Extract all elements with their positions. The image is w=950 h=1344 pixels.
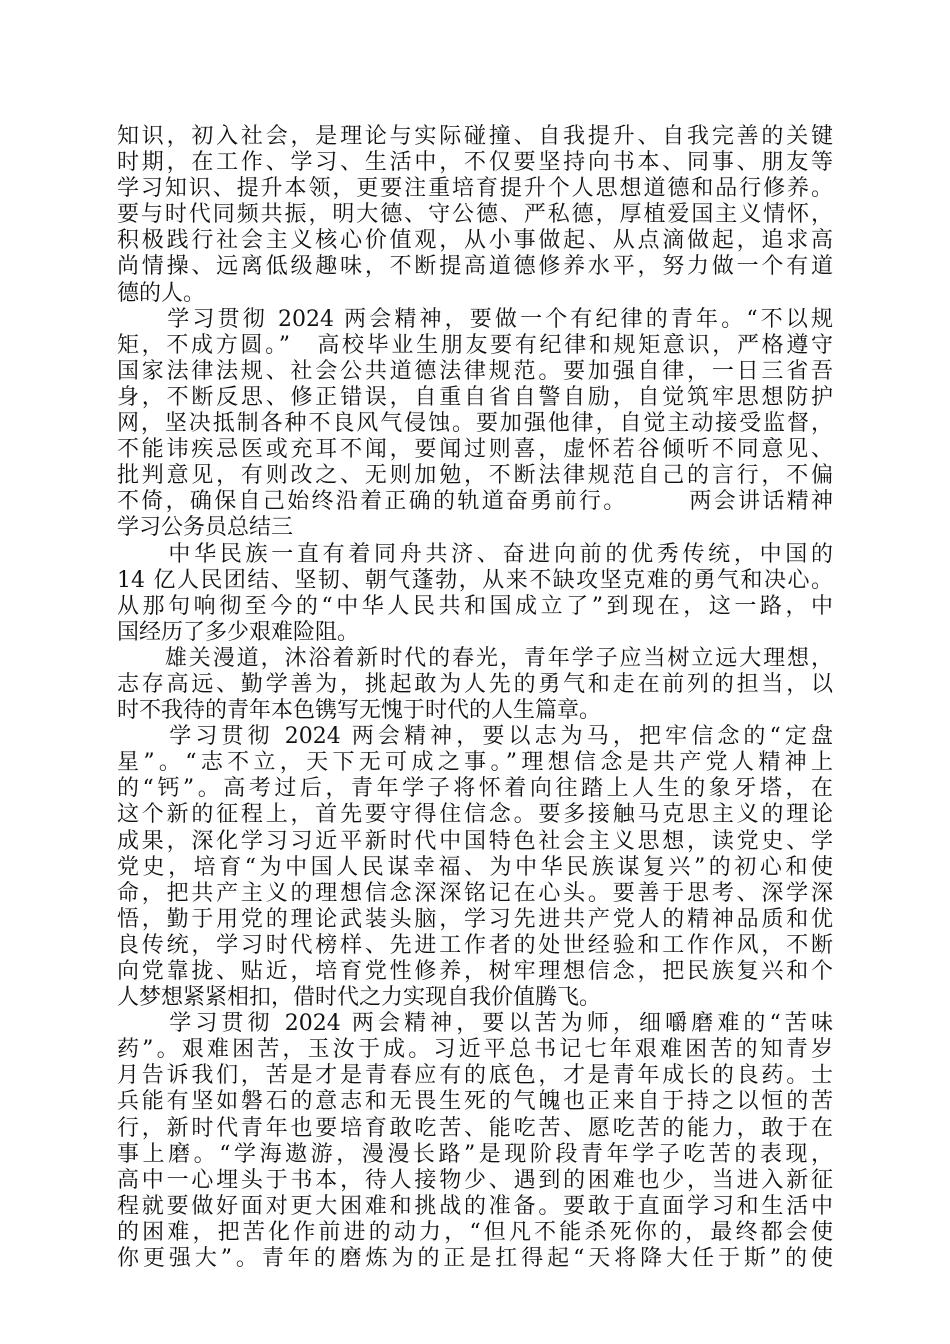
text-line: 网，坚决抵制各种不良风气侵蚀。要加强他律，自觉主动接受监督， [117,411,833,437]
text-line: 党史，培育“为中国人民谋幸福、为中华民族谋复兴”的初心和使 [117,854,833,880]
text-line: 德的人。 [117,280,206,306]
text-line: 悟，勤于用党的理论武装头脑，学习先进共产党人的精神品质和优 [117,906,833,932]
text-line: 药”。艰难困苦，玉汝于成。习近平总书记七年艰难困苦的知青岁 [117,1037,833,1063]
text-line: 良传统，学习时代榜样、先进工作者的处世经验和工作作风，不断 [117,932,833,958]
text-line: 的“钙”。高考过后，青年学子将怀着向往踏上人生的象牙塔，在 [117,776,833,802]
text-line: 事上磨。“学海遨游，漫漫长路”是现阶段青年学子吃苦的表现， [117,1141,833,1167]
text-line: 星”。“志不立，天下无可成之事。”理想信念是共产党人精神上 [117,750,833,776]
text-line: 中华民族一直有着同舟共济、奋进向前的优秀传统，中国的 [117,541,833,567]
text-line: 学习公务员总结三 [117,515,294,541]
text-line: 国经历了多少艰难险阻。 [117,619,360,645]
text-line: 积极践行社会主义核心价值观，从小事做起、从点滴做起，追求高 [117,228,833,254]
text-line: 程就要做好面对更大困难和挑战的准备。要敢于直面学习和生活中 [117,1193,833,1219]
text-line: 从那句响彻至今的“中华人民共和国成立了”到现在，这一路，中 [117,593,833,619]
text-line: 志存高远、勤学善为，挑起敢为人先的勇气和走在前列的担当，以 [117,671,833,697]
text-line: 14 亿人民团结、坚韧、朝气蓬勃，从来不缺攻坚克难的勇气和决心。 [117,567,833,593]
text-line: 学习贯彻 2024 两会精神，要以志为马，把牢信念的“定盘 [117,724,833,750]
text-line: 时不我待的青年本色镌写无愧于时代的人生篇章。 [117,698,602,724]
text-line: 雄关漫道，沐浴着新时代的春光，青年学子应当树立远大理想， [117,645,833,671]
text-line: 你更强大”。青年的磨炼为的正是扛得起“天将降大任于斯”的使 [117,1246,833,1272]
text-line: 批判意见，有则改之、无则加勉，不断法律规范自己的言行，不偏 [117,463,833,489]
text-line: 这个新的征程上，首先要守得住信念。要多接触马克思主义的理论 [117,802,833,828]
text-line: 学习贯彻 2024 两会精神，要以苦为师，细嚼磨难的“苦味 [117,1011,833,1037]
text-line: 向党靠拢、贴近，培育党性修养，树牢理想信念，把民族复兴和个 [117,959,833,984]
text-line: 高中一心埋头于书本，待人接物少、遇到的困难也少，当进入新征 [117,1167,833,1193]
text-line: 的困难，把苦化作前进的动力，“但凡不能杀死你的，最终都会使 [117,1219,833,1245]
text-line: 学习贯彻 2024 两会精神，要做一个有纪律的青年。“不以规 [117,306,833,332]
text-line: 矩，不成方圆。” 高校毕业生朋友要有纪律和规矩意识，严格遵守 [117,332,833,358]
text-line: 成果，深化学习习近平新时代中国特色社会主义思想，读党史、学 [117,828,833,854]
text-line: 尚情操、远离低级趣味，不断提高道德修养水平，努力做一个有道 [117,254,833,280]
text-line: 身，不断反思、修正错误，自重自省自警自励，自觉筑牢思想防护 [117,384,833,410]
text-line: 行，新时代青年也要培育敢吃苦、能吃苦、愿吃苦的能力，敢于在 [117,1115,833,1141]
text-line: 学习知识、提升本领，更要注重培育提升个人思想道德和品行修养。 [117,176,833,202]
text-line: 国家法律法规、社会公共道德法律规范。要加强自律，一日三省吾 [117,358,833,384]
text-line: 要与时代同频共振，明大德、守公德、严私德，厚植爱国主义情怀， [117,202,833,228]
body-text [117,124,833,1272]
text-line: 不能讳疾忌医或充耳不闻，要闻过则喜，虚怀若谷倾听不同意见、 [117,437,833,463]
text-line: 兵能有坚如磐石的意志和无畏生死的气魄也正来自于持之以恒的苦 [117,1089,833,1115]
text-line: 人梦想紧紧相扣，借时代之力实现自我价值腾飞。 [117,985,602,1011]
text-line: 不倚，确保自己始终沿着正确的轨道奋勇前行。 两会讲话精神 [117,489,833,515]
text-line: 命，把共产主义的理想信念深深铭记在心头。要善于思考、深学深 [117,880,833,906]
text-line: 时期，在工作、学习、生活中，不仅要坚持向书本、同事、朋友等 [117,150,833,176]
text-line: 知识，初入社会，是理论与实际碰撞、自我提升、自我完善的关键 [117,124,833,149]
text-line: 月告诉我们，苦是才是青春应有的底色，才是青年成长的良药。士 [117,1063,833,1089]
